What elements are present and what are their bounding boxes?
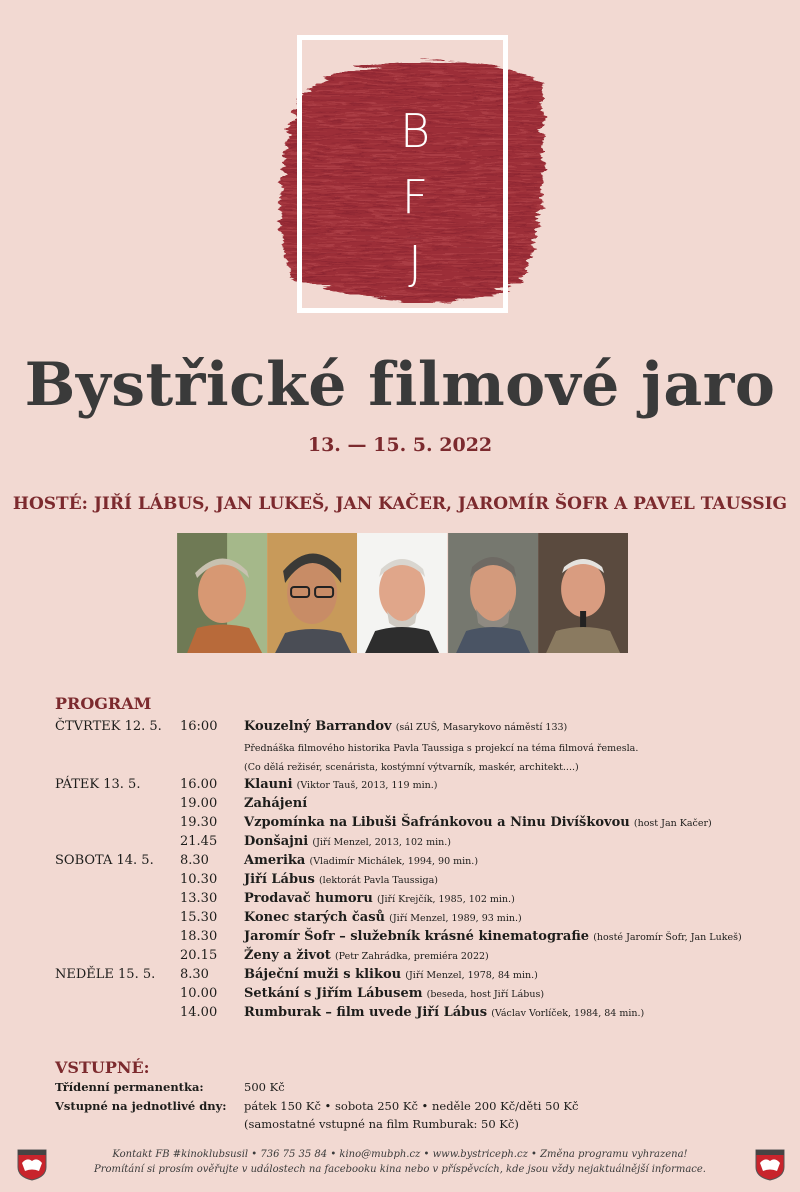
program-event — [244, 740, 638, 755]
program-title: Klauni — [244, 777, 293, 792]
festival-title: Bystřické filmové jaro — [24, 350, 776, 420]
program-note: (Jiří Menzel, 1989, 93 min.) — [389, 913, 522, 924]
guests-line: HOSTÉ: JIŘÍ LÁBUS, JAN LUKEŠ, JAN KAČER, JAROMÍR ŠOFR A PAVEL TAUSSIG — [12, 494, 788, 514]
program-time: 13.30 — [180, 891, 218, 906]
program-row — [55, 740, 775, 759]
program-event — [244, 967, 538, 982]
program-time: 10.00 — [180, 986, 218, 1001]
program-note: (sál ZUŠ, Masarykovo náměstí 133) — [395, 722, 568, 733]
program-time: 16:00 — [180, 719, 218, 734]
program-title: Báječní muži s klikou — [244, 967, 402, 982]
program-title: Setkání s Jiřím Lábusem — [244, 986, 423, 1001]
admission-heading: VSTUPNÉ: — [55, 1058, 150, 1077]
admission-label: Třídenní permanentka: — [55, 1080, 204, 1094]
program-row — [55, 815, 775, 834]
program-note: Přednáška filmového historika Pavla Taussiga s projekcí na téma filmová řemesla. — [244, 743, 639, 754]
program-note: (Jiří Krejčík, 1985, 102 min.) — [377, 894, 515, 905]
guest-photos — [177, 533, 628, 653]
festival-dates: 13. — 15. 5. 2022 — [307, 434, 493, 456]
program-title: Kouzelný Barrandov — [244, 719, 392, 734]
program-time: 19.00 — [180, 796, 218, 811]
program-event — [244, 891, 515, 906]
program-time: 20.15 — [180, 948, 218, 963]
program-title: Konec starých časů — [244, 910, 386, 925]
program-row — [55, 967, 775, 986]
program-row — [55, 759, 775, 778]
program-note: (Vladimír Michálek, 1994, 90 min.) — [309, 856, 479, 867]
footer-contact: Kontakt FB #kinoklubsusil • 736 75 35 84 • kino@mubph.cz • www.bystriceph.cz • Změna programu vyhrazena! — [112, 1149, 688, 1160]
program-row — [55, 948, 775, 967]
program-time: 15.30 — [180, 910, 218, 925]
program-row — [55, 872, 775, 891]
guest-photo-3 — [357, 533, 447, 653]
program-day: PÁTEK 13. 5. — [55, 777, 141, 792]
program-event — [244, 910, 522, 925]
program-title: Rumburak – film uvede Jiří Lábus — [244, 1005, 488, 1020]
program-title: Zahájení — [244, 796, 308, 811]
program-event — [244, 815, 712, 830]
program-event — [244, 929, 742, 944]
program-row — [55, 929, 775, 948]
program-row — [55, 910, 775, 929]
program-note: (host Jan Kačer) — [633, 818, 712, 829]
program-row — [55, 891, 775, 910]
program-row — [55, 777, 775, 796]
program-title: Ženy a život — [244, 948, 331, 963]
program-heading: PROGRAM — [55, 694, 152, 713]
admission-value: pátek 150 Kč • sobota 250 Kč • neděle 200 Kč/děti 50 Kč — [244, 1099, 579, 1113]
admission-value: (samostatné vstupné na film Rumburak: 50 Kč) — [244, 1117, 519, 1131]
program-time: 18.30 — [180, 929, 218, 944]
program-event — [244, 948, 489, 963]
program-row — [55, 853, 775, 872]
logo-letter-j: J — [408, 236, 422, 290]
guest-photo-4 — [448, 533, 538, 653]
program-row — [55, 796, 775, 815]
program-title: Amerika — [244, 853, 306, 868]
program-title: Jiří Lábus — [244, 872, 315, 887]
logo-letters — [395, 98, 435, 298]
program-day: SOBOTA 14. 5. — [55, 853, 154, 868]
program-event — [244, 872, 438, 887]
program-event — [244, 759, 579, 774]
program-time: 8.30 — [180, 967, 209, 982]
program-event — [244, 834, 451, 849]
program-event — [244, 853, 478, 868]
program-row — [55, 834, 775, 853]
program-title: Donšajni — [244, 834, 309, 849]
program-note: (Jiří Menzel, 1978, 84 min.) — [405, 970, 538, 981]
program-note: (Jiří Menzel, 2013, 102 min.) — [312, 837, 451, 848]
program-event — [244, 777, 438, 792]
admission-label: Vstupné na jednotlivé dny: — [55, 1099, 227, 1113]
logo-letter-f: F — [401, 170, 429, 224]
program-note: (Viktor Tauš, 2013, 119 min.) — [296, 780, 438, 791]
program-title: Vzpomínka na Libuši Šafránkovou a Ninu Divíškovou — [244, 815, 630, 830]
program-time: 16.00 — [180, 777, 218, 792]
program-event — [244, 796, 307, 811]
program-note: (Co dělá režisér, scenárista, kostýmní výtvarník, maskér, architekt....) — [244, 762, 579, 773]
guest-photo-2 — [267, 533, 357, 653]
program-event — [244, 986, 544, 1001]
program-event — [244, 719, 567, 734]
program-note: (Václav Vorlíček, 1984, 84 min.) — [491, 1008, 645, 1019]
program-title: Jaromír Šofr – služebník krásné kinematografie — [244, 929, 590, 944]
program-day: ČTVRTEK 12. 5. — [55, 719, 162, 734]
program-time: 8.30 — [180, 853, 209, 868]
program-day: NEDĚLE 15. 5. — [55, 967, 156, 982]
program-note: (hosté Jaromír Šofr, Jan Lukeš) — [593, 932, 742, 943]
program-note: (lektorát Pavla Taussiga) — [318, 875, 439, 886]
program-note: (Petr Zahrádka, premiéra 2022) — [334, 951, 489, 962]
admission-value: 500 Kč — [244, 1080, 285, 1094]
program-time: 19.30 — [180, 815, 218, 830]
program-time: 10.30 — [180, 872, 218, 887]
program-time: 21.45 — [180, 834, 218, 849]
program-row — [55, 719, 775, 738]
footer-note: Promítání si prosím ověřujte v událostech na facebooku kina nebo v příspěvcích, kde jsou vždy nejaktuálnější informace. — [94, 1164, 706, 1175]
program-note: (beseda, host Jiří Lábus) — [426, 989, 545, 1000]
program-title: Prodavač humoru — [244, 891, 373, 906]
logo-letter-b: B — [399, 104, 431, 158]
festival-logo — [270, 28, 550, 318]
program-row — [55, 1005, 775, 1024]
program-event — [244, 1005, 644, 1020]
guest-photo-1 — [177, 533, 267, 653]
guest-photo-5 — [538, 533, 628, 653]
program-row — [55, 986, 775, 1005]
program-time: 14.00 — [180, 1005, 218, 1020]
